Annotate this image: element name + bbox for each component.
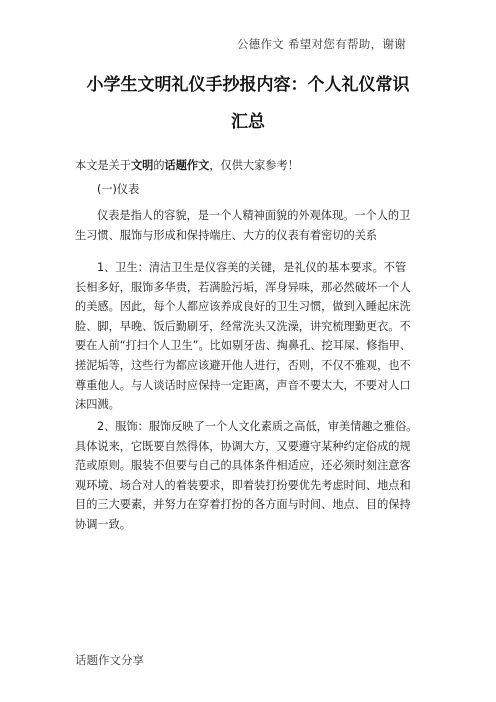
document-title-line-1: 小学生文明礼仪手抄报内容：个人礼仪常识 <box>86 75 410 95</box>
paragraph-line: 范或原则。服装不但要与自己的具体条件相适应，还必须时刻注意客 <box>75 459 411 473</box>
section-heading: (一)仪表 <box>97 183 140 196</box>
paragraph-line: 要在人前“打扫个人卫生”。比如剔牙齿、掏鼻孔、挖耳屎、修指甲、 <box>75 339 412 353</box>
paragraph-line: 观环境、场合对人的着装要求，即着装打扮要优先考虑时间、地点和 <box>75 478 411 492</box>
paragraph-hygiene <box>75 258 425 415</box>
intro-sentence <box>75 157 299 173</box>
header-note: 公德作文 希望对您有帮助，谢谢 <box>236 37 406 51</box>
paragraph-line: 目的三大要素，并努力在穿着打扮的各方面与时间、地点、目的保持 <box>75 498 411 512</box>
paragraph-line: 沫四溅。 <box>75 398 120 412</box>
document-title-line-2: 汇总 <box>231 112 265 132</box>
paragraph-line: 2、服饰：服饰反映了一个人文化素质之高低，审美情趣之雅俗。 <box>97 420 418 433</box>
paragraph-line: 搓泥垢等，这些行为都应该避开他人进行，否则，不仅不雅观，也不 <box>75 358 411 372</box>
paragraph-line: 生习惯、服饰与形成和保持端庄、大方的仪表有着密切的关系 <box>75 228 378 242</box>
paragraph-line: 脸、脚，早晚、饭后勤刷牙，经常洗头又洗澡，讲究梳理勤更衣。不 <box>75 319 411 333</box>
paragraph-line: 协调一致。 <box>75 517 131 531</box>
intro-text-mid: 的 <box>153 159 165 172</box>
paragraph-line: 仪表是指人的容貌，是一个人精神面貌的外观体现。一个人的卫 <box>97 209 411 222</box>
intro-keyword-topic: 话题作文 <box>164 159 210 172</box>
paragraph-line: 尊重他人。与人谈话时应保持一定距离，声音不要太大，不要对人口 <box>75 378 411 392</box>
paragraph-line: 1、卫生：清洁卫生是仪容美的关键，是礼仪的基本要求。不管 <box>97 261 407 274</box>
intro-text-pre: 本文是关于 <box>75 159 131 172</box>
paragraph-appearance <box>75 206 425 245</box>
intro-text-post: ，仅供大家参考！ <box>209 159 299 172</box>
intro-keyword-civility: 文明 <box>130 159 154 172</box>
paragraph-line: 长相多好，服饰多华贵，若满脸污垢，浑身异味，那必然破坏一个人 <box>75 280 411 294</box>
footer-note: 话题作文分享 <box>75 653 144 667</box>
paragraph-line: 具体说来，它既要自然得体，协调大方，又要遵守某种约定俗成的规 <box>75 439 411 453</box>
paragraph-line: 的美感。因此，每个人都应该养成良好的卫生习惯，做到入睡起床洗 <box>75 300 411 314</box>
paragraph-attire <box>75 417 425 535</box>
section-heading-block <box>75 180 425 200</box>
